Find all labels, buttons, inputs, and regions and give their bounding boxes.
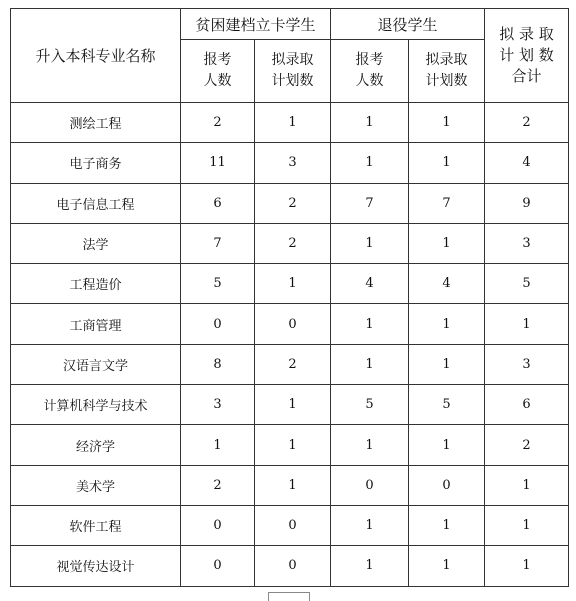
- veteran-applicants-cell: 0: [331, 465, 409, 505]
- table-row: [11, 183, 569, 223]
- poor-applicants-cell: 0: [181, 505, 255, 545]
- poor-applicants-header: 报考 人数: [181, 40, 255, 103]
- major-name: 法学: [11, 223, 181, 263]
- table-row: [11, 344, 569, 384]
- poor-plan-cell: 0: [255, 546, 331, 586]
- veteran-students-group-header: 退役学生: [331, 9, 485, 40]
- total-plan-cell: 5: [485, 264, 569, 304]
- veteran-plan-header: 拟录取 计划数: [409, 40, 485, 103]
- total-plan-cell: 2: [485, 103, 569, 143]
- total-plan-cell: 1: [485, 505, 569, 545]
- table-row: [11, 223, 569, 263]
- poor-applicants-cell: 7: [181, 223, 255, 263]
- poor-plan-cell: 0: [255, 304, 331, 344]
- poor-applicants-cell: 0: [181, 304, 255, 344]
- major-name: 电子信息工程: [11, 183, 181, 223]
- table-row: [11, 385, 569, 425]
- poor-applicants-cell: 3: [181, 385, 255, 425]
- veteran-plan-cell: 1: [409, 304, 485, 344]
- major-name: 汉语言文学: [11, 344, 181, 384]
- veteran-plan-cell: 1: [409, 223, 485, 263]
- table-row: [11, 304, 569, 344]
- poor-students-group-header: 贫困建档立卡学生: [181, 9, 331, 40]
- veteran-applicants-cell: 5: [331, 385, 409, 425]
- poor-applicants-cell: 2: [181, 103, 255, 143]
- veteran-plan-cell: 1: [409, 103, 485, 143]
- major-name: 工程造价: [11, 264, 181, 304]
- poor-plan-cell: 3: [255, 143, 331, 183]
- table-row: [11, 546, 569, 586]
- major-name: 视觉传达设计: [11, 546, 181, 586]
- veteran-applicants-cell: 4: [331, 264, 409, 304]
- total-plan-cell: 6: [485, 385, 569, 425]
- poor-plan-cell: 2: [255, 344, 331, 384]
- major-name: 经济学: [11, 425, 181, 465]
- table-row: [11, 264, 569, 304]
- major-name: 电子商务: [11, 143, 181, 183]
- poor-applicants-cell: 1: [181, 425, 255, 465]
- veteran-applicants-cell: 1: [331, 344, 409, 384]
- veteran-applicants-header: 报考 人数: [331, 40, 409, 103]
- veteran-applicants-cell: 1: [331, 223, 409, 263]
- total-plan-cell: 1: [485, 304, 569, 344]
- poor-plan-cell: 2: [255, 223, 331, 263]
- veteran-applicants-cell: 1: [331, 425, 409, 465]
- veteran-applicants-cell: 1: [331, 505, 409, 545]
- table-row: [11, 103, 569, 143]
- total-plan-cell: 3: [485, 223, 569, 263]
- total-plan-cell: 1: [485, 546, 569, 586]
- poor-plan-header: 拟录取 计划数: [255, 40, 331, 103]
- veteran-plan-cell: 1: [409, 344, 485, 384]
- poor-applicants-cell: 8: [181, 344, 255, 384]
- veteran-plan-cell: 4: [409, 264, 485, 304]
- major-name: 计算机科学与技术: [11, 385, 181, 425]
- table-row: [11, 465, 569, 505]
- veteran-plan-cell: 1: [409, 425, 485, 465]
- veteran-applicants-cell: 1: [331, 304, 409, 344]
- major-name: 工商管理: [11, 304, 181, 344]
- poor-applicants-cell: 5: [181, 264, 255, 304]
- poor-plan-cell: 1: [255, 103, 331, 143]
- veteran-plan-cell: 7: [409, 183, 485, 223]
- poor-applicants-cell: 2: [181, 465, 255, 505]
- total-plan-cell: 4: [485, 143, 569, 183]
- table-row: [11, 143, 569, 183]
- table-row: [11, 425, 569, 465]
- poor-plan-cell: 1: [255, 385, 331, 425]
- poor-plan-cell: 1: [255, 264, 331, 304]
- total-plan-cell: 9: [485, 183, 569, 223]
- poor-applicants-cell: 0: [181, 546, 255, 586]
- total-plan-cell: 1: [485, 465, 569, 505]
- total-plan-cell: 3: [485, 344, 569, 384]
- enrollment-plan-table: [10, 8, 569, 587]
- veteran-plan-cell: 5: [409, 385, 485, 425]
- total-plan-column-header: 拟 录 取 计 划 数 合计: [485, 9, 569, 103]
- major-name: 软件工程: [11, 505, 181, 545]
- veteran-applicants-cell: 1: [331, 103, 409, 143]
- veteran-plan-cell: 1: [409, 143, 485, 183]
- poor-plan-cell: 0: [255, 505, 331, 545]
- poor-applicants-cell: 11: [181, 143, 255, 183]
- poor-plan-cell: 2: [255, 183, 331, 223]
- poor-plan-cell: 1: [255, 465, 331, 505]
- major-name: 美术学: [11, 465, 181, 505]
- veteran-applicants-cell: 1: [331, 546, 409, 586]
- major-column-header: 升入本科专业名称: [11, 9, 181, 103]
- veteran-applicants-cell: 7: [331, 183, 409, 223]
- poor-applicants-cell: 6: [181, 183, 255, 223]
- veteran-plan-cell: 1: [409, 505, 485, 545]
- veteran-plan-cell: 0: [409, 465, 485, 505]
- poor-plan-cell: 1: [255, 425, 331, 465]
- total-plan-cell: 2: [485, 425, 569, 465]
- major-name: 测绘工程: [11, 103, 181, 143]
- veteran-applicants-cell: 1: [331, 143, 409, 183]
- veteran-plan-cell: 1: [409, 546, 485, 586]
- table-row: [11, 505, 569, 545]
- header-row-groups: [11, 9, 569, 40]
